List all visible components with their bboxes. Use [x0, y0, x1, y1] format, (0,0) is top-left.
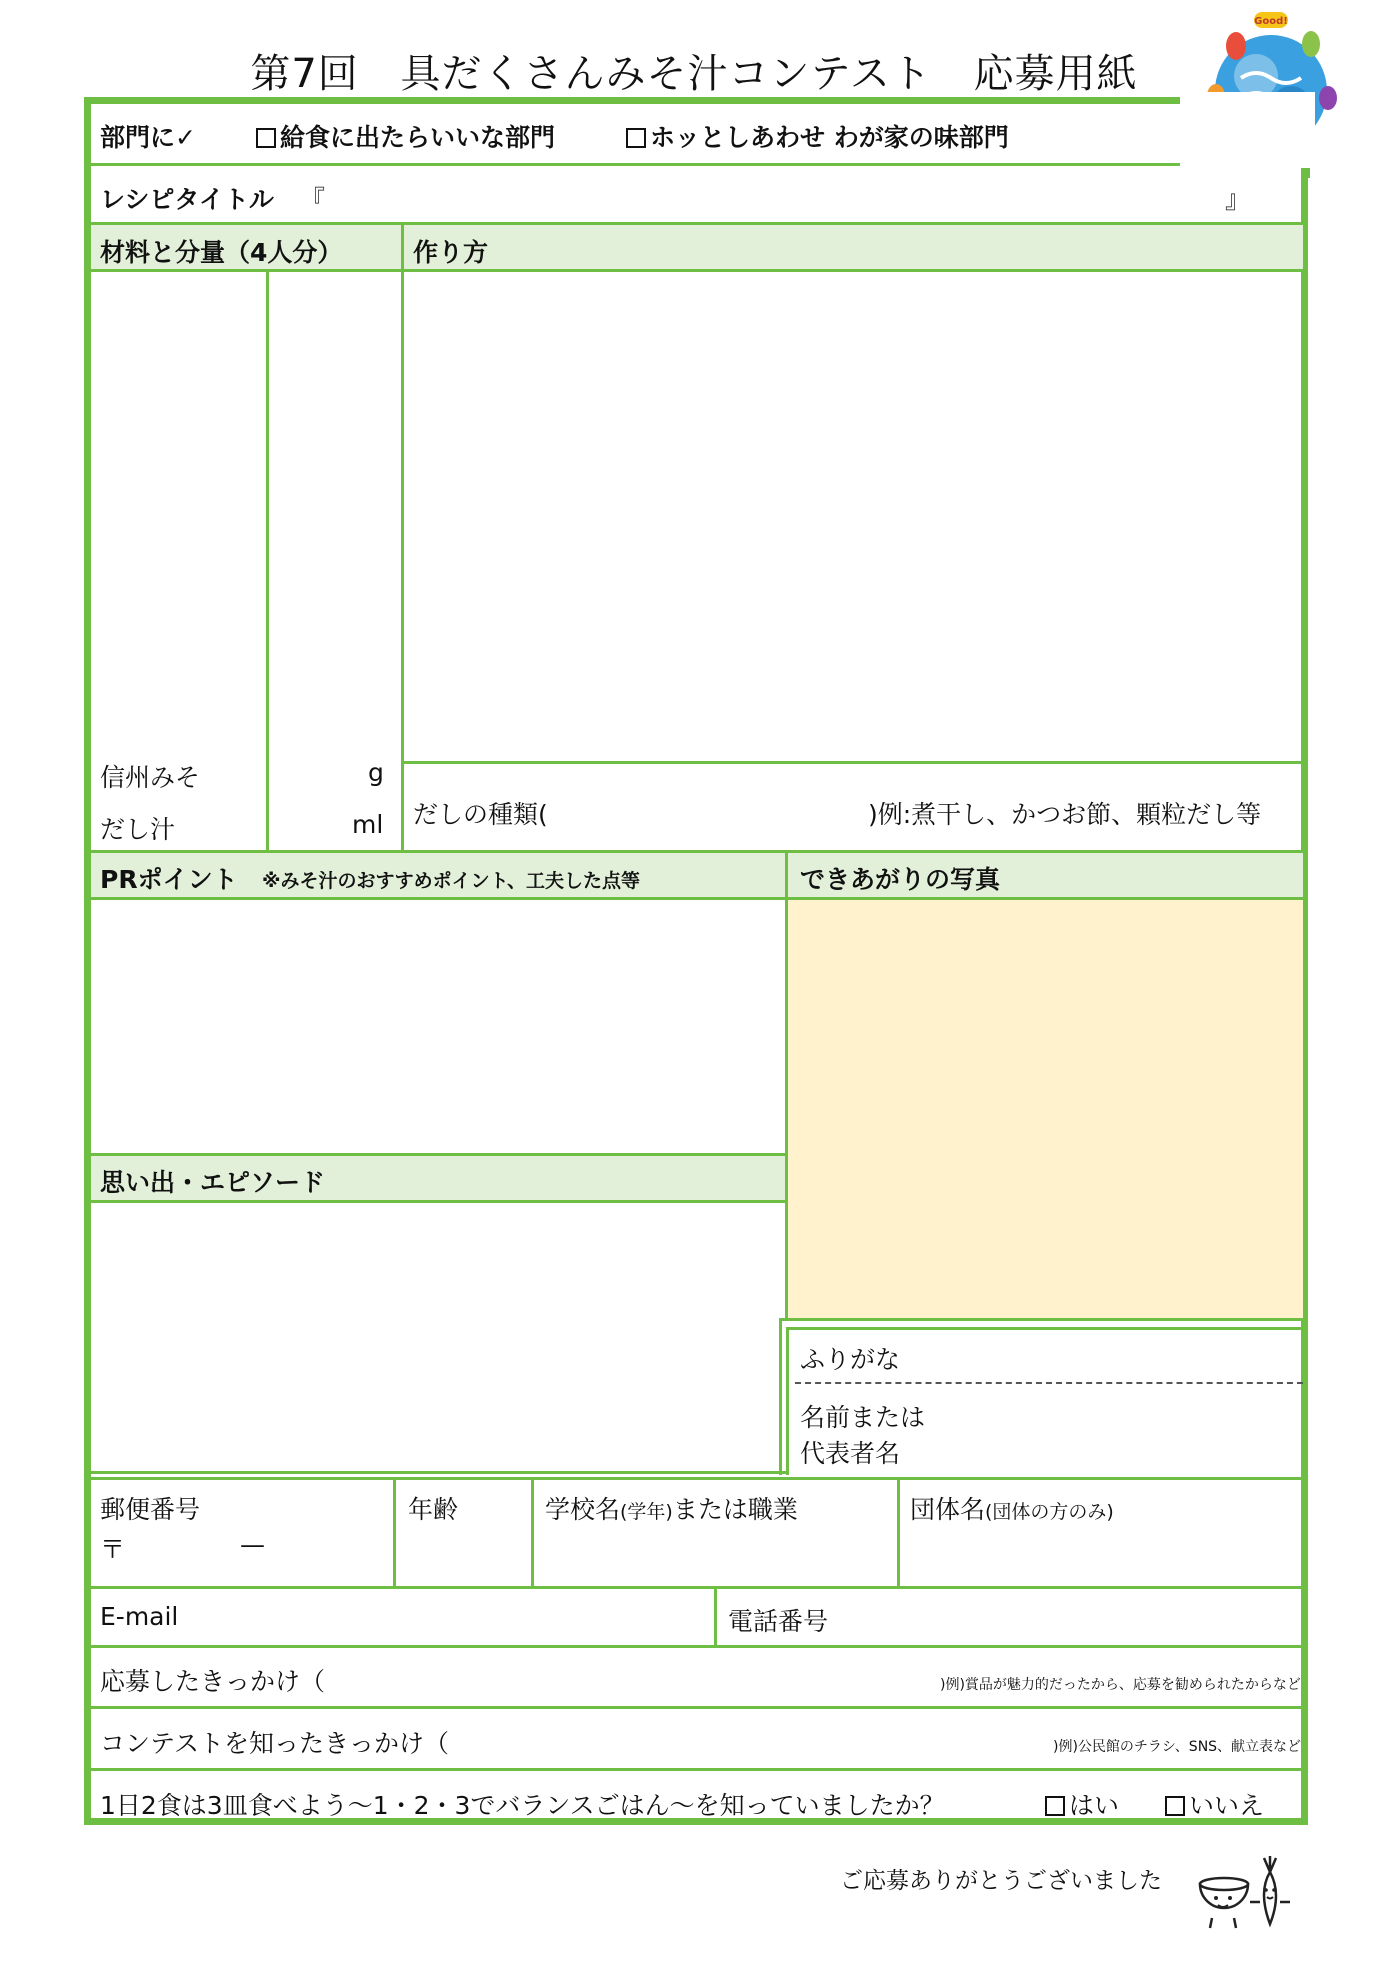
- category-option-home-taste[interactable]: ホッとしあわせ わが家の味部門: [626, 118, 1009, 154]
- photo-header: できあがりの写真: [800, 865, 1001, 894]
- age-label: 年齢: [408, 1495, 459, 1524]
- furigana-label: ふりがな: [800, 1345, 901, 1374]
- postal-dash: —: [240, 1530, 265, 1559]
- recipe-title-label: レシピタイトル: [100, 185, 274, 214]
- checkbox-icon[interactable]: [256, 128, 276, 148]
- postal-code-label: 郵便番号: [100, 1495, 201, 1524]
- group-label: 団体名(団体の方のみ): [910, 1495, 1114, 1524]
- dashi-unit: ml: [352, 810, 384, 839]
- checkbox-icon[interactable]: [1045, 1796, 1065, 1816]
- name-label-line-2: 代表者名: [800, 1439, 901, 1468]
- title-edition: 第7回: [250, 51, 359, 97]
- thanks-message: ご応募ありがとうございました: [840, 1868, 1162, 1894]
- page-title: [0, 42, 1388, 99]
- memory-field[interactable]: [94, 1205, 774, 1460]
- phone-label: 電話番号: [728, 1607, 829, 1636]
- dashi-label: だし汁: [100, 815, 176, 844]
- category-label: 部門に✓: [100, 123, 196, 152]
- answer-yes[interactable]: はい: [1045, 1786, 1119, 1822]
- school-field[interactable]: [540, 1524, 890, 1578]
- email-field[interactable]: [200, 1592, 705, 1640]
- ingredient-amounts-field[interactable]: [272, 275, 397, 755]
- postal-mark: 〒: [100, 1535, 126, 1564]
- school-label: 学校名(学年)または職業: [545, 1495, 798, 1524]
- dashi-type-example: )例:煮干し、かつお節、顆粒だし等: [868, 800, 1262, 829]
- know-label: コンテストを知ったきっかけ（: [100, 1729, 450, 1758]
- recipe-title-close-bracket: 』: [1225, 185, 1251, 214]
- phone-field[interactable]: [850, 1592, 1300, 1640]
- answer-no[interactable]: いいえ: [1165, 1786, 1264, 1822]
- name-field[interactable]: [930, 1392, 1300, 1467]
- dashi-type-field[interactable]: [565, 788, 865, 832]
- miso-label: 信州みそ: [100, 763, 201, 792]
- motive-field[interactable]: [345, 1654, 935, 1702]
- group-field[interactable]: [905, 1524, 1300, 1578]
- know-field[interactable]: [470, 1716, 1050, 1764]
- recipe-title-field[interactable]: [340, 172, 1210, 216]
- checkbox-icon[interactable]: [626, 128, 646, 148]
- checkbox-icon[interactable]: [1165, 1796, 1185, 1816]
- pr-field[interactable]: [94, 902, 782, 1152]
- miso-unit: g: [368, 758, 384, 787]
- balance-question: 1日2食は3皿食べよう～1・2・3でバランスごはん～を知っていましたか？: [100, 1791, 945, 1820]
- pr-note: ※みそ汁のおすすめポイント、工夫した点等: [262, 870, 640, 892]
- memory-header: 思い出・エピソード: [100, 1168, 326, 1197]
- furigana-field[interactable]: [900, 1334, 1300, 1378]
- age-field[interactable]: [400, 1524, 525, 1578]
- ingredient-names-field[interactable]: [94, 275, 262, 755]
- postal-code-field[interactable]: [130, 1524, 385, 1578]
- miso-bowl-mascot-icon: [1192, 1852, 1300, 1930]
- title-form: 応募用紙: [973, 51, 1138, 97]
- motive-example: )例)賞品が魅力的だったから、応募を勧められたからなど: [940, 1677, 1301, 1693]
- ingredients-header: 材料と分量（4人分）: [100, 238, 343, 267]
- name-label-line-1: 名前または: [800, 1403, 926, 1432]
- title-contest: 具だくさんみそ汁コンテスト: [400, 51, 932, 97]
- pr-header: PRポイント: [100, 865, 238, 894]
- dashi-type-label: だしの種類(: [413, 800, 548, 829]
- motive-label: 応募したきっかけ（: [100, 1667, 326, 1696]
- logo-badge-text: Good!: [1254, 16, 1288, 27]
- recipe-title-open-bracket: 『: [300, 185, 326, 214]
- category-option-school-lunch[interactable]: 給食に出たらいいな部門: [256, 118, 555, 154]
- method-steps-field[interactable]: [408, 275, 1303, 755]
- know-example: )例)公民館のチラシ、SNS、献立表など: [1053, 1739, 1302, 1755]
- email-label: E-mail: [100, 1602, 179, 1631]
- method-header: 作り方: [413, 238, 489, 267]
- photo-area[interactable]: [788, 900, 1303, 1318]
